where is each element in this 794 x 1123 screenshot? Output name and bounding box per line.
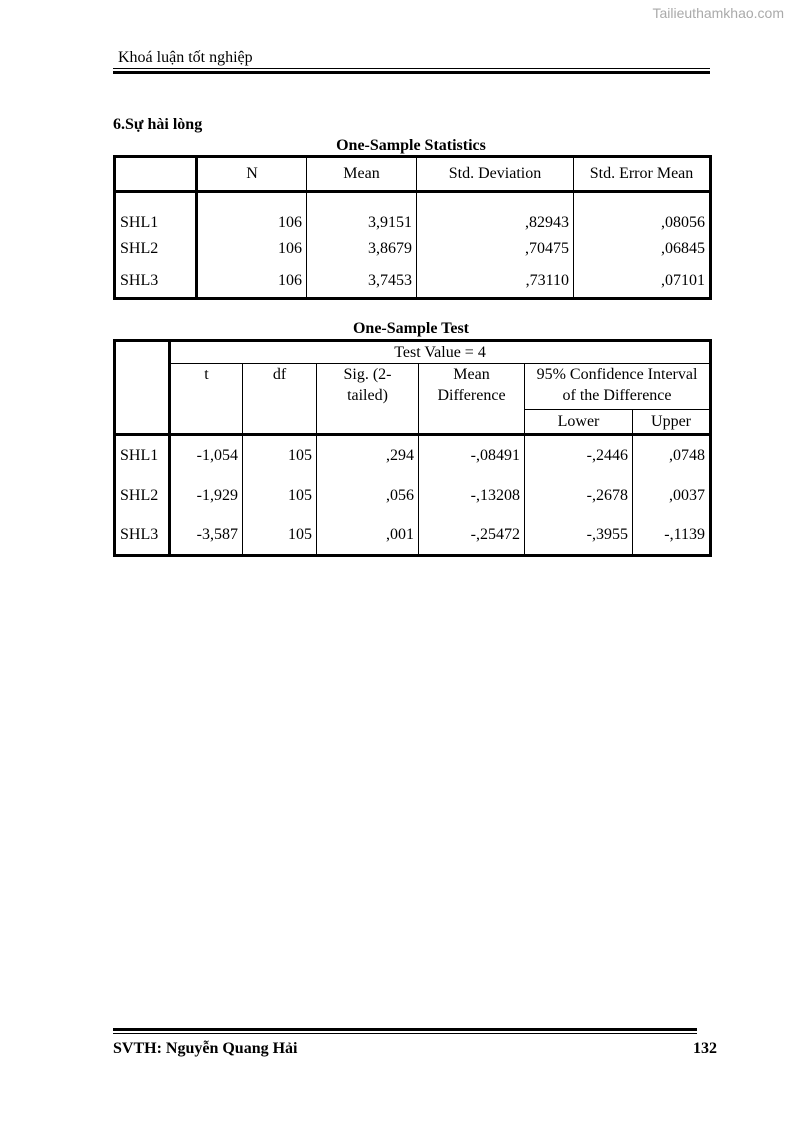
cell: ,0037 <box>669 486 706 504</box>
cell: 106 <box>197 192 307 232</box>
watermark: Tailieuthamkhao.com <box>652 5 784 21</box>
stats-table-title: One-Sample Statistics <box>336 137 486 154</box>
header-line: tailed) <box>347 387 388 404</box>
row-label: SHL1 <box>115 192 197 232</box>
cell: 3,7453 <box>307 266 417 299</box>
test-table-title: One-Sample Test <box>352 320 469 337</box>
cell: -,1139 <box>664 525 706 543</box>
footer-rule <box>113 1033 697 1034</box>
one-sample-statistics-table <box>113 155 712 300</box>
test-value-row <box>115 341 711 364</box>
header-lower: Lower <box>525 410 633 435</box>
header-line: Sig. (2- <box>343 366 392 383</box>
cell: ,001 <box>317 516 419 556</box>
cell: 106 <box>197 266 307 299</box>
test-value-header: Test Value = 4 <box>170 341 711 364</box>
cell: ,294 <box>317 435 419 476</box>
header-line: Mean <box>453 366 490 383</box>
header-line: of the Difference <box>562 387 672 404</box>
cell: -1,054 <box>170 435 243 476</box>
header-rule <box>113 68 710 69</box>
section-title: 6.Sự hài lòng <box>113 116 203 133</box>
cell: -,25472 <box>419 516 525 556</box>
cell: ,82943 <box>417 192 574 232</box>
header-confidence-interval <box>525 364 711 410</box>
header-cell <box>115 157 197 192</box>
footer-author: SVTH: Nguyễn Quang Hải <box>113 1040 298 1057</box>
cell: -1,929 <box>170 476 243 516</box>
cell: 3,9151 <box>307 192 417 232</box>
cell: ,06845 <box>661 239 705 257</box>
table-row <box>115 476 711 516</box>
header-cell: N <box>197 157 307 192</box>
cell: 105 <box>243 435 317 476</box>
footer-rule-thick <box>113 1028 697 1031</box>
running-header: Khoá luận tốt nghiệp <box>118 49 253 66</box>
cell: 105 <box>243 476 317 516</box>
header-t: t <box>170 364 243 435</box>
header-df: df <box>243 364 317 435</box>
column-header-row <box>115 364 711 410</box>
cell: -3,587 <box>170 516 243 556</box>
cell: 3,8679 <box>307 232 417 266</box>
table-row <box>115 192 711 232</box>
row-label: SHL3 <box>115 266 197 299</box>
header-upper: Upper <box>651 412 691 430</box>
cell: 106 <box>197 232 307 266</box>
one-sample-test-table <box>113 339 712 557</box>
table-row <box>115 516 711 556</box>
header-sig <box>317 364 419 435</box>
cell: ,73110 <box>417 266 574 299</box>
cell: ,056 <box>317 476 419 516</box>
cell: 105 <box>243 516 317 556</box>
cell: ,07101 <box>661 272 705 290</box>
row-label: SHL3 <box>115 516 170 556</box>
table-row <box>115 435 711 476</box>
cell: ,70475 <box>417 232 574 266</box>
cell: -,08491 <box>419 435 525 476</box>
table-header-row <box>115 157 711 192</box>
cell: ,08056 <box>661 213 705 231</box>
header-rule-thick <box>113 71 710 74</box>
row-label: SHL2 <box>115 476 170 516</box>
header-line: 95% Confidence Interval <box>536 366 698 383</box>
cell: -,13208 <box>419 476 525 516</box>
cell: -,3955 <box>525 516 633 556</box>
header-line: Difference <box>437 387 506 404</box>
cell: ,0748 <box>669 446 706 464</box>
table-row <box>115 232 711 266</box>
header-cell: Std. Deviation <box>417 157 574 192</box>
table-row <box>115 266 711 299</box>
cell: -,2678 <box>525 476 633 516</box>
corner-cell <box>115 341 170 435</box>
cell: -,2446 <box>525 435 633 476</box>
header-cell: Mean <box>307 157 417 192</box>
row-label: SHL1 <box>115 435 170 476</box>
header-mean-difference <box>419 364 525 435</box>
header-cell: Std. Error Mean <box>589 165 694 182</box>
page-number: 132 <box>693 1040 717 1057</box>
row-label: SHL2 <box>115 232 197 266</box>
